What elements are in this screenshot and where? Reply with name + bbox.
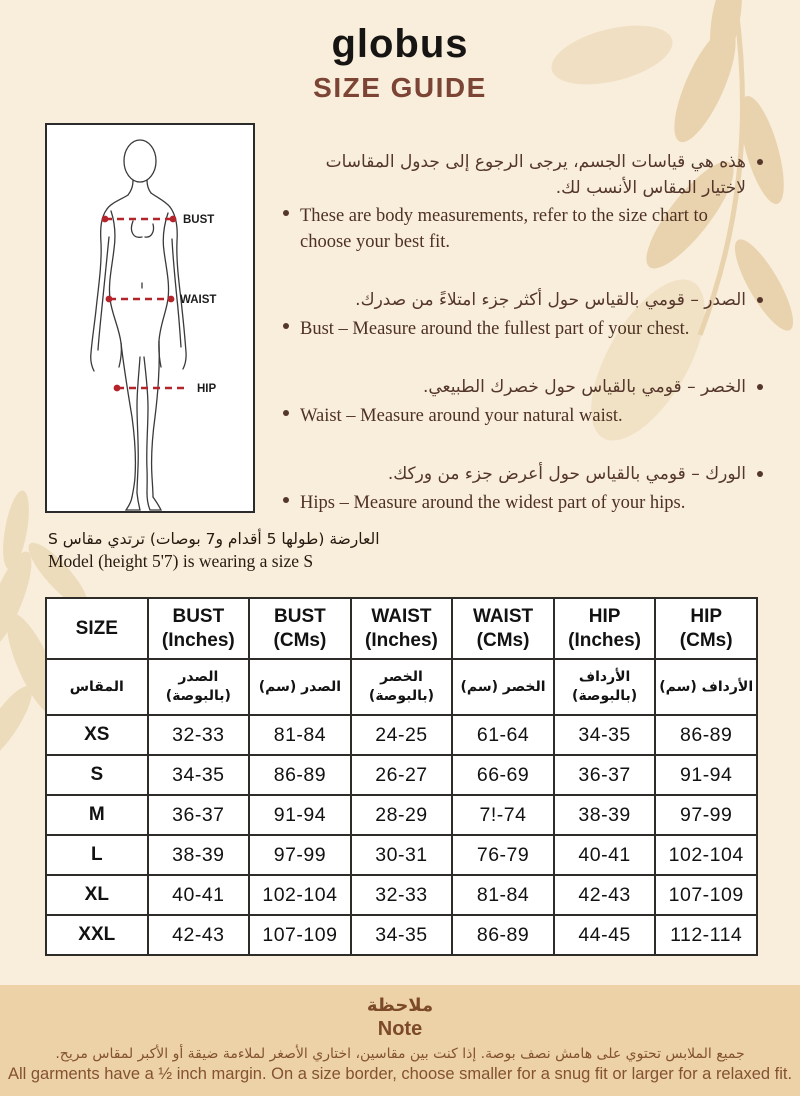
column-header-bust-inches: BUST (Inches) — [148, 598, 250, 659]
column-header-bust-cms: BUST (CMs) — [249, 598, 351, 659]
table-row — [46, 715, 757, 755]
table-header-row-arabic — [46, 659, 757, 715]
value-cell: 102-104 — [655, 835, 757, 875]
value-cell: 81-84 — [249, 715, 351, 755]
column-header-waist-cms-ar: الخصر (سم) — [452, 659, 554, 715]
size-cell: XS — [46, 715, 148, 755]
female-figure-illustration — [47, 125, 253, 511]
note-body-english: All garments have a ½ inch margin. On a size border, choose smaller for a snug fit or larger for a relaxed fit. — [7, 1065, 793, 1083]
table-header-row-english — [46, 598, 757, 659]
note-title-english: Note — [377, 1018, 423, 1040]
bullet-icon — [757, 384, 763, 390]
table-row — [46, 755, 757, 795]
size-chart-table — [45, 597, 758, 956]
bullet-icon — [283, 410, 289, 416]
value-cell: 30-31 — [351, 835, 453, 875]
column-header-hip-cms: HIP (CMs) — [655, 598, 757, 659]
column-header-waist-inches-ar: الخصر (بالبوصة) — [351, 659, 453, 715]
size-cell: M — [46, 795, 148, 835]
column-header-waist-inches: WAIST (Inches) — [351, 598, 453, 659]
size-cell: XXL — [46, 915, 148, 955]
instruction-group-bust — [283, 288, 763, 342]
note-title-arabic: ملاحظة — [366, 995, 434, 1016]
value-cell: 32-33 — [351, 875, 453, 915]
column-header-size-ar: المقاس — [46, 659, 148, 715]
instruction-english: Hips – Measure around the widest part of your hips. — [283, 488, 763, 517]
value-cell: 34-35 — [148, 755, 250, 795]
value-cell: 112-114 — [655, 915, 757, 955]
body-measurement-diagram — [45, 123, 255, 513]
value-cell: 86-89 — [655, 715, 757, 755]
value-cell: 107-109 — [655, 875, 757, 915]
instruction-arabic: الصدر – قومي بالقياس حول أكثر جزء امتلاءً من صدرك. — [283, 288, 763, 314]
column-header-size: SIZE — [46, 598, 148, 659]
column-header-bust-inches-ar: الصدر (بالبوصة) — [148, 659, 250, 715]
column-header-hip-inches: HIP (Inches) — [554, 598, 656, 659]
column-header-hip-cms-ar: الأرداف (سم) — [655, 659, 757, 715]
value-cell: 24-25 — [351, 715, 453, 755]
table-row — [46, 835, 757, 875]
value-cell: 34-35 — [554, 715, 656, 755]
value-cell: 91-94 — [249, 795, 351, 835]
value-cell: 38-39 — [148, 835, 250, 875]
table-row — [46, 795, 757, 835]
bullet-icon — [283, 210, 289, 216]
bullet-icon — [757, 159, 763, 165]
measurement-instructions-list — [283, 150, 763, 549]
value-cell: 86-89 — [452, 915, 554, 955]
waist-label: WAIST — [180, 294, 217, 306]
value-cell: 81-84 — [452, 875, 554, 915]
note-section — [0, 985, 800, 1096]
value-cell: 38-39 — [554, 795, 656, 835]
value-cell: 26-27 — [351, 755, 453, 795]
value-cell: 61-64 — [452, 715, 554, 755]
instruction-english: Bust – Measure around the fullest part of your chest. — [283, 314, 763, 343]
instruction-group-overview — [283, 150, 763, 255]
value-cell: 91-94 — [655, 755, 757, 795]
bullet-icon — [757, 471, 763, 477]
model-note-english: Model (height 5'7) is wearing a size S — [48, 551, 314, 571]
value-cell: 28-29 — [351, 795, 453, 835]
value-cell: 7!-74 — [452, 795, 554, 835]
value-cell: 97-99 — [655, 795, 757, 835]
hip-label: HIP — [197, 383, 217, 395]
value-cell: 44-45 — [554, 915, 656, 955]
value-cell: 97-99 — [249, 835, 351, 875]
table-row — [46, 915, 757, 955]
note-body-arabic: جميع الملابس تحتوي على هامش نصف بوصة. إذا كنت بين مقاسين، اختاري الأصغر لملاءمة ضيقة أو الأكبر لمقاس مريح. — [55, 1046, 745, 1062]
value-cell: 40-41 — [148, 875, 250, 915]
table-row — [46, 875, 757, 915]
size-cell: XL — [46, 875, 148, 915]
instruction-arabic: الخصر – قومي بالقياس حول خصرك الطبيعي. — [283, 375, 763, 401]
value-cell: 107-109 — [249, 915, 351, 955]
model-size-note — [48, 530, 518, 572]
size-cell: L — [46, 835, 148, 875]
column-header-waist-cms: WAIST (CMs) — [452, 598, 554, 659]
model-note-arabic: العارضة (طولها 5 أقدام و7 بوصات) ترتدي مقاس S — [48, 530, 380, 548]
value-cell: 76-79 — [452, 835, 554, 875]
value-cell: 34-35 — [351, 915, 453, 955]
value-cell: 36-37 — [148, 795, 250, 835]
value-cell: 86-89 — [249, 755, 351, 795]
column-header-bust-cms-ar: الصدر (سم) — [249, 659, 351, 715]
value-cell: 32-33 — [148, 715, 250, 755]
page-title: SIZE GUIDE — [313, 72, 487, 103]
instruction-english: These are body measurements, refer to the size chart to choose your best fit. — [283, 201, 763, 255]
bullet-icon — [757, 297, 763, 303]
value-cell: 36-37 — [554, 755, 656, 795]
value-cell: 42-43 — [554, 875, 656, 915]
instruction-arabic: هذه هي قياسات الجسم، يرجى الرجوع إلى جدول المقاسات لاختيار المقاس الأنسب لك. — [283, 150, 763, 201]
value-cell: 40-41 — [554, 835, 656, 875]
bullet-icon — [283, 497, 289, 503]
bust-label: BUST — [183, 214, 215, 226]
value-cell: 42-43 — [148, 915, 250, 955]
instruction-group-waist — [283, 375, 763, 429]
size-cell: S — [46, 755, 148, 795]
bullet-icon — [283, 323, 289, 329]
instruction-english: Waist – Measure around your natural waist. — [283, 401, 763, 430]
value-cell: 102-104 — [249, 875, 351, 915]
column-header-hip-inches-ar: الأرداف (بالبوصة) — [554, 659, 656, 715]
instruction-arabic: الورك – قومي بالقياس حول أعرض جزء من وركك. — [283, 462, 763, 488]
value-cell: 66-69 — [452, 755, 554, 795]
brand-logo: globus — [331, 22, 469, 66]
instruction-group-hip — [283, 462, 763, 516]
